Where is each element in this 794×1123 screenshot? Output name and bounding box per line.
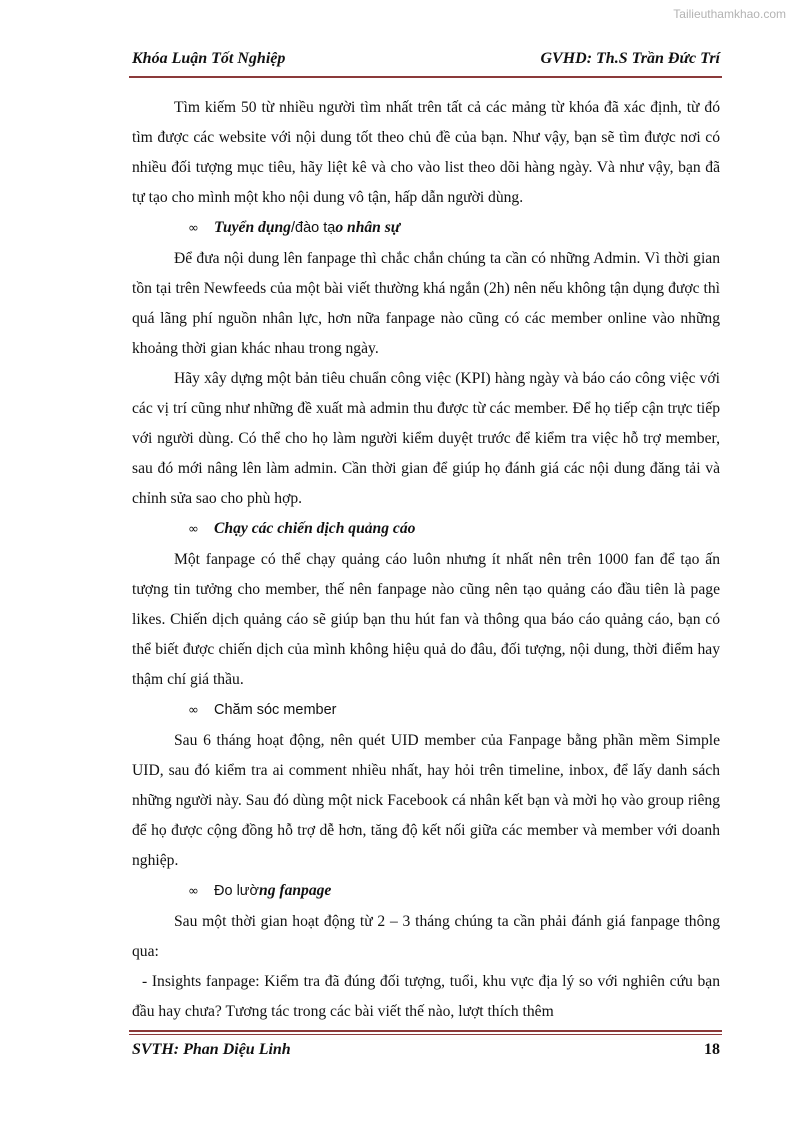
header-rule: [129, 76, 722, 78]
page-number: 18: [704, 1041, 720, 1058]
infinity-bullet-icon: ∞: [188, 884, 199, 899]
infinity-bullet-icon: ∞: [188, 221, 199, 236]
page-body: [132, 93, 720, 1027]
infinity-bullet-icon: ∞: [188, 703, 199, 718]
section-heading-recruitment: ∞ Tuyển dụng/đào tạo nhân sự: [132, 213, 720, 244]
list-item: - Insights fanpage: Kiểm tra đã đúng đối tượng, tuổi, khu vực địa lý so với nghiên cứu bạn đầu hay chưa? Tương tác trong các bài viết thế nào, lượt thích thêm: [132, 973, 720, 1020]
section-heading-measure: ∞ Đo lường fanpage: [132, 876, 720, 907]
section-heading-ads: ∞ Chạy các chiến dịch quảng cáo: [132, 514, 720, 545]
supervisor: GVHD: Th.S Trần Đức Trí: [540, 50, 720, 67]
paragraph: Sau một thời gian hoạt động từ 2 – 3 tháng chúng ta cần phải đánh giá fanpage thông qua:: [132, 913, 720, 960]
page-header: [132, 50, 720, 68]
section-heading-member-care: ∞ Chăm sóc member: [132, 695, 720, 726]
paragraph: Một fanpage có thể chạy quảng cáo luôn nhưng ít nhất nên trên 1000 fan để tạo ấn tượng tin tưởng cho member, thế nên fanpage nào cũng nên tạo quảng cáo đầu tiên là page likes. Chiến dịch quảng cáo sẽ giúp bạn thu hút fan và thông qua báo cáo quảng cáo, bạn có thể biết được chiến dịch của mình không hiệu quả do đâu, đối tượng, nội dung, thời điểm hay thậm chí giá thầu.: [132, 551, 720, 688]
infinity-bullet-icon: ∞: [188, 522, 199, 537]
page-footer: [132, 1041, 720, 1059]
footer-rule-thin: [129, 1034, 722, 1035]
paragraph: Để đưa nội dung lên fanpage thì chắc chắn chúng ta cần có những Admin. Vì thời gian tồn tại trên Newfeeds của một bài viết thường khá ngắn (2h) nên nếu không tận dụng được thì quá lãng phí nguồn nhân lực, hơn nữa fanpage nào cũng có các member online vào những khoảng thời gian khác nhau trong ngày.: [132, 250, 720, 357]
watermark: Tailieuthamkhao.com: [673, 7, 786, 21]
paragraph: Tìm kiếm 50 từ nhiều người tìm nhất trên tất cả các mảng từ khóa đã xác định, từ đó tìm được các website với nội dung tốt theo chủ đề của bạn. Như vậy, bạn sẽ tìm được nơi có nhiều đối tượng mục tiêu, hãy liệt kê và cho vào list theo dõi hàng ngày. Và như vậy, bạn đã tự tạo cho mình một kho nội dung vô tận, hấp dẫn người dùng.: [132, 99, 720, 206]
paragraph: Hãy xây dựng một bản tiêu chuẩn công việc (KPI) hàng ngày và báo cáo công việc với các vị trí cũng như những đề xuất mà admin thu được từ các member. Để họ tiếp cận trực tiếp với người dùng. Có thể cho họ làm người kiểm duyệt trước để kiểm tra việc hỗ trợ member, sau đó mới nâng lên làm admin. Cần thời gian để giúp họ đánh giá các nội dung đăng tải và chỉnh sửa sao cho phù hợp.: [132, 370, 720, 507]
paragraph: Sau 6 tháng hoạt động, nên quét UID member của Fanpage bằng phần mềm Simple UID, sau đó kiểm tra ai comment nhiều nhất, hay hỏi trên timeline, inbox, để lấy danh sách những người này. Sau đó dùng một nick Facebook cá nhân kết bạn và mời họ vào group riêng để họ được cộng đồng hỗ trợ dễ hơn, tăng độ kết nối giữa các member và member với doanh nghiệp.: [132, 732, 720, 869]
thesis-title: Khóa Luận Tốt Nghiệp: [132, 50, 286, 67]
footer-rule-thick: [129, 1030, 722, 1032]
student-author: SVTH: Phan Diệu Linh: [132, 1041, 291, 1058]
